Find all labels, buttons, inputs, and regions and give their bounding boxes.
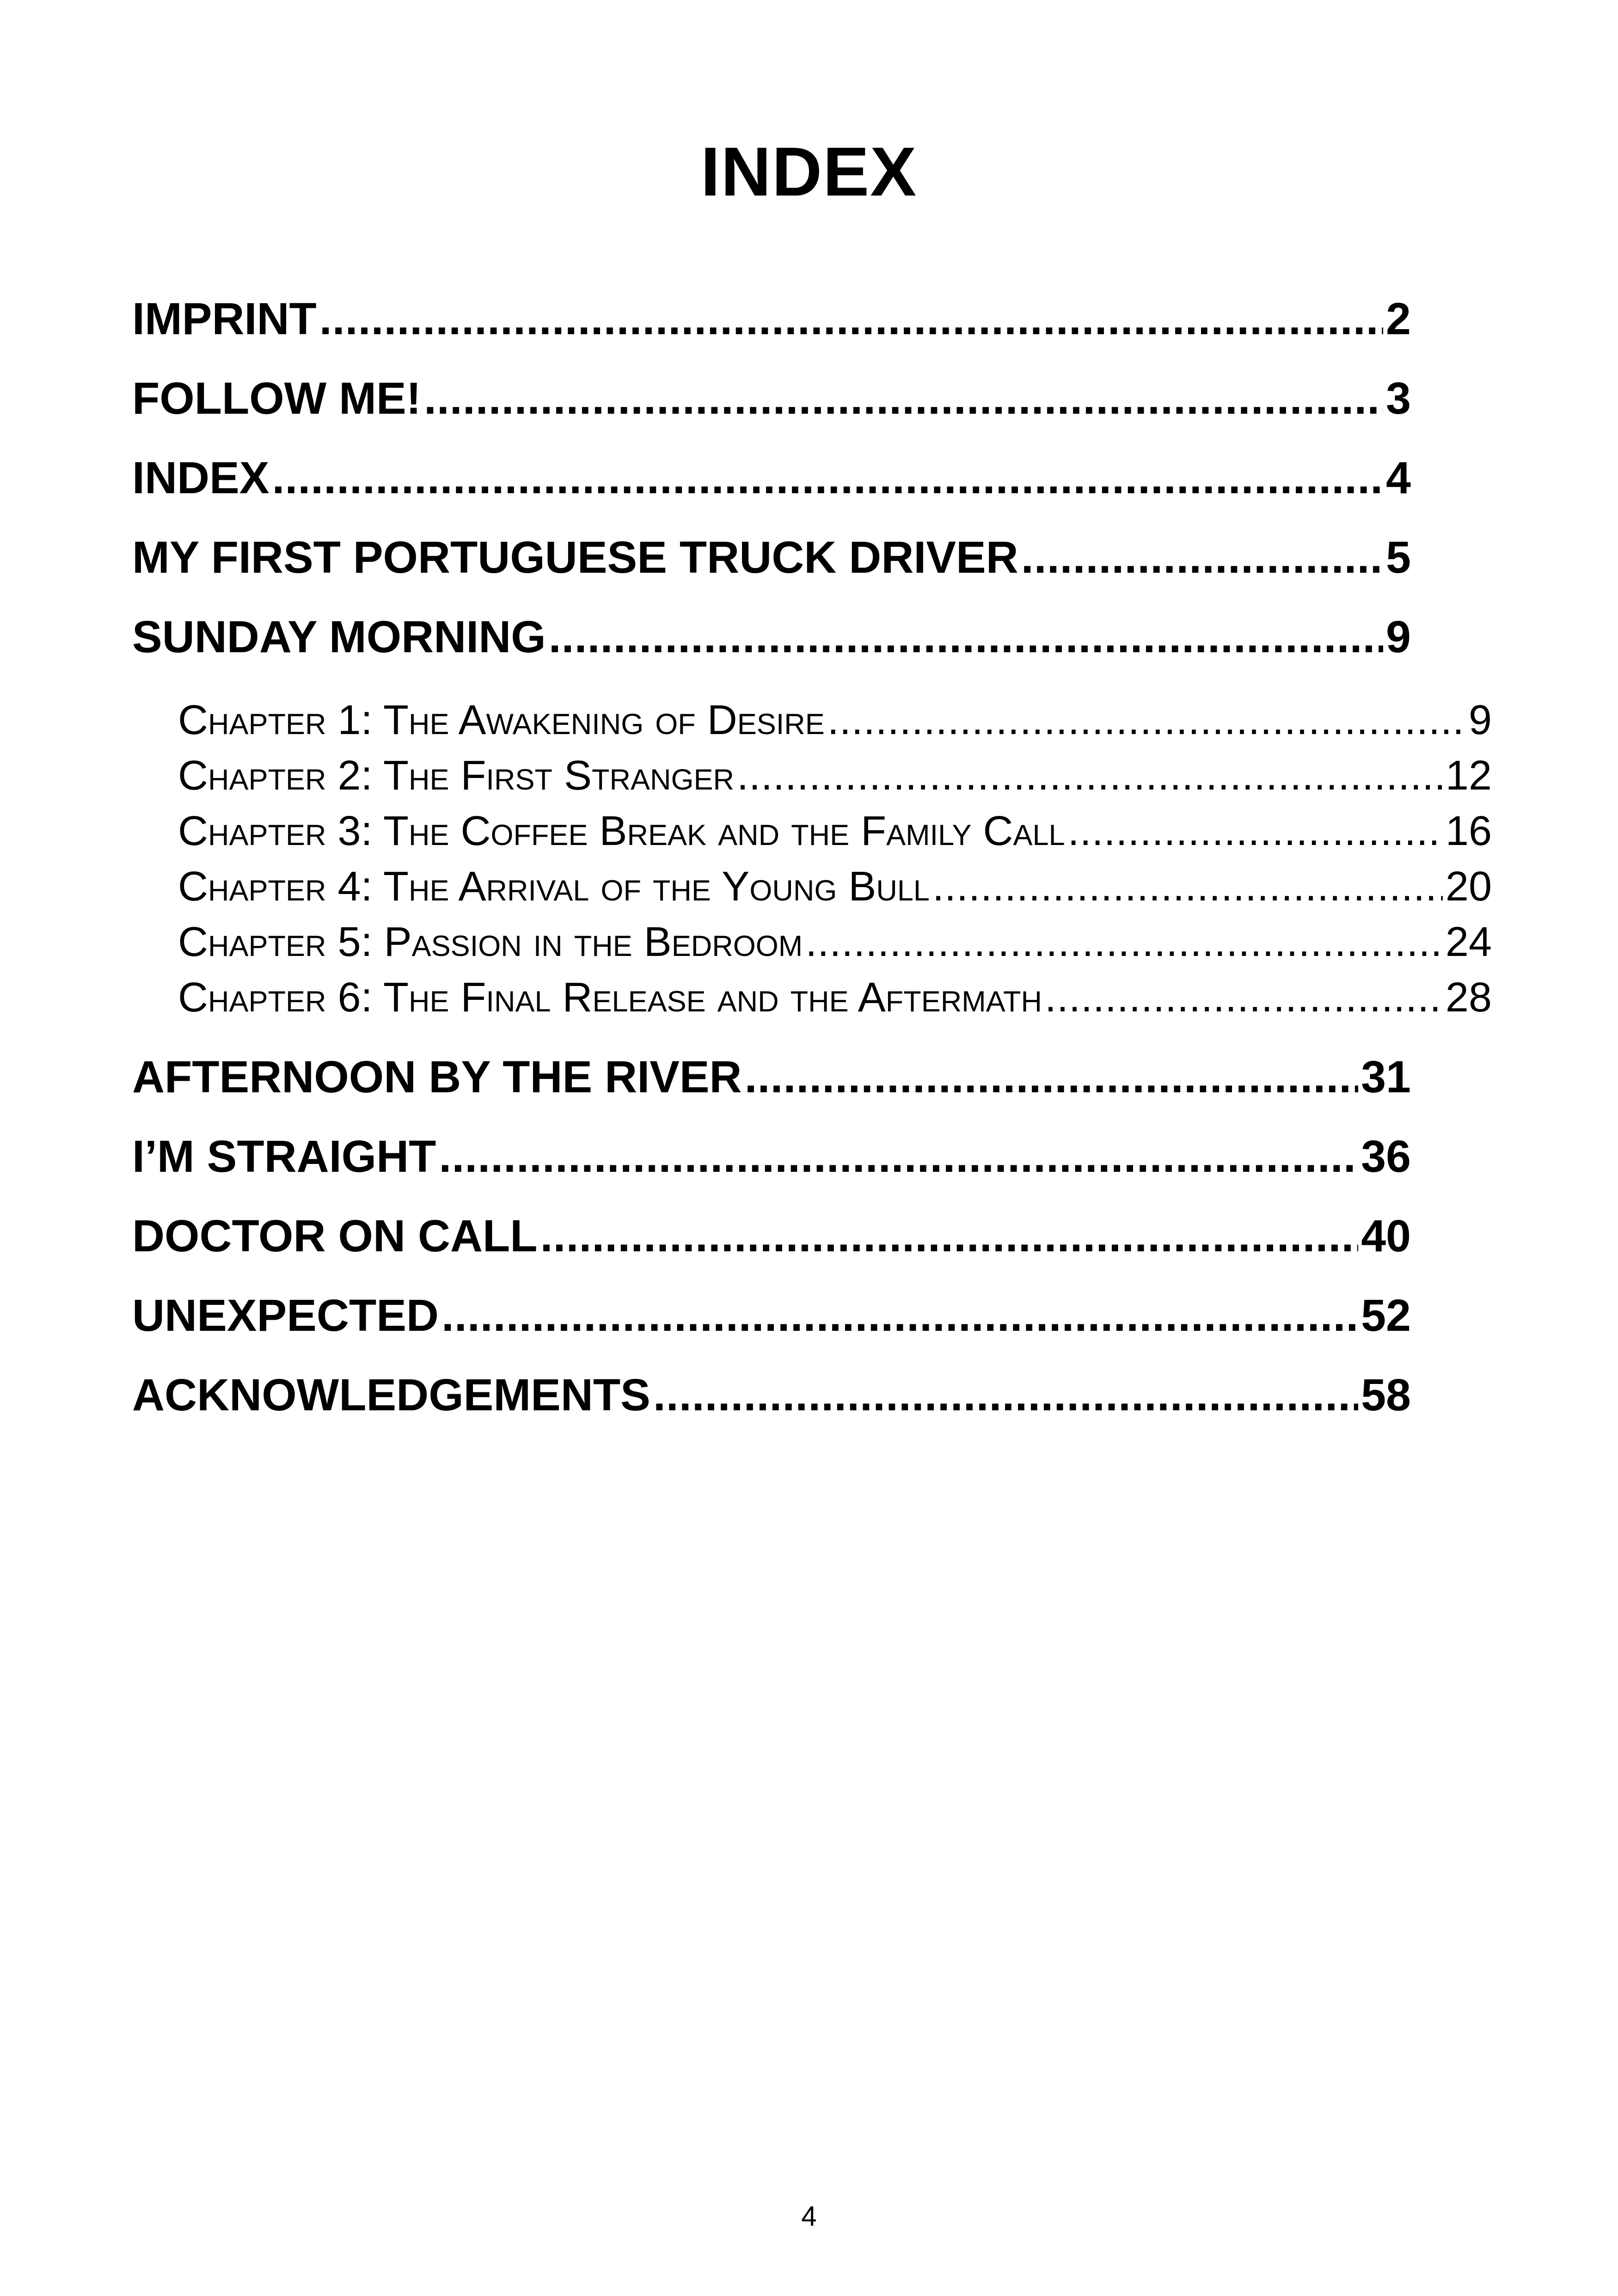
dot-leader: [540, 1208, 1359, 1264]
page-title: INDEX: [700, 132, 918, 210]
toc-entry-page: 58: [1361, 1370, 1411, 1420]
toc-entry-page: 31: [1361, 1052, 1411, 1102]
toc-entry-page: 3: [1386, 373, 1411, 423]
dot-leader: [549, 609, 1383, 665]
toc-entry-title: INDEX: [132, 453, 270, 503]
toc-chapter-page: 28: [1445, 974, 1492, 1021]
dot-leader: [827, 695, 1466, 746]
toc-chapter-page: 24: [1445, 919, 1492, 965]
toc-chapter-entry[interactable]: [178, 695, 1492, 746]
toc-chapter-page: 12: [1445, 753, 1492, 799]
dot-leader: [272, 450, 1383, 506]
toc-chapter-title: Chapter 6: The Final Release and the Aftermath: [178, 974, 1042, 1021]
toc-entry[interactable]: [132, 1129, 1411, 1184]
toc-chapter-title: Chapter 1: The Awakening of Desire: [178, 697, 825, 743]
toc-entry[interactable]: [132, 530, 1411, 585]
toc-chapter-title: Chapter 4: The Arrival of the Young Bull: [178, 863, 930, 910]
dot-leader: [653, 1367, 1358, 1423]
toc-entry-page: 9: [1386, 612, 1411, 662]
dot-leader: [745, 1049, 1359, 1105]
dot-leader: [737, 750, 1443, 801]
dot-leader: [805, 917, 1443, 967]
toc-entry-title: MY FIRST PORTUGUESE TRUCK DRIVER: [132, 532, 1018, 582]
toc-entry-title: DOCTOR ON CALL: [132, 1211, 538, 1261]
dot-leader: [424, 371, 1383, 426]
toc-chapter-title: Chapter 2: The First Stranger: [178, 753, 735, 799]
toc-entry-page: 2: [1386, 294, 1411, 344]
dot-leader: [932, 861, 1443, 912]
toc-entry-title: FOLLOW ME!: [132, 373, 421, 423]
toc-chapter-page: 9: [1468, 697, 1492, 743]
dot-leader: [439, 1129, 1358, 1184]
toc-entry-title: I’M STRAIGHT: [132, 1131, 436, 1182]
toc-chapter-page: 16: [1445, 808, 1492, 854]
toc-entry-page: 40: [1361, 1211, 1411, 1261]
dot-leader: [1045, 972, 1443, 1023]
toc-chapter-entry[interactable]: [178, 750, 1492, 801]
dot-leader: [1021, 530, 1383, 585]
toc-entry[interactable]: [132, 371, 1411, 426]
toc-entry[interactable]: [132, 1049, 1411, 1105]
toc-entry[interactable]: [132, 291, 1411, 347]
toc-entry-title: IMPRINT: [132, 294, 317, 344]
dot-leader: [1068, 806, 1443, 857]
toc-chapter-entry[interactable]: [178, 861, 1492, 912]
toc-entry-title: AFTERNOON BY THE RIVER: [132, 1052, 742, 1102]
toc-chapter-entry[interactable]: [178, 917, 1492, 967]
toc-entry-title: SUNDAY MORNING: [132, 612, 546, 662]
toc-entry-title: UNEXPECTED: [132, 1290, 439, 1341]
toc-entry[interactable]: [132, 609, 1411, 665]
toc-chapter-entry[interactable]: [178, 972, 1492, 1023]
dot-leader: [441, 1288, 1358, 1343]
toc-chapter-title: Chapter 5: Passion in the Bedroom: [178, 919, 803, 965]
toc-entry-page: 5: [1386, 532, 1411, 582]
toc-entry-page: 36: [1361, 1131, 1411, 1182]
toc-entry[interactable]: [132, 1288, 1411, 1343]
toc-chapter-title: Chapter 3: The Coffee Break and the Family Call: [178, 808, 1065, 854]
dot-leader: [319, 291, 1383, 347]
toc-entry[interactable]: [132, 1367, 1411, 1423]
toc-entry[interactable]: [132, 1208, 1411, 1264]
toc-entry[interactable]: [132, 450, 1411, 506]
toc-chapter-page: 20: [1445, 863, 1492, 910]
page-number: 4: [801, 2201, 817, 2232]
toc-entry-page: 4: [1386, 453, 1411, 503]
toc-entry-title: ACKNOWLEDGEMENTS: [132, 1370, 650, 1420]
toc-entry-page: 52: [1361, 1290, 1411, 1341]
toc-chapter-entry[interactable]: [178, 806, 1492, 857]
